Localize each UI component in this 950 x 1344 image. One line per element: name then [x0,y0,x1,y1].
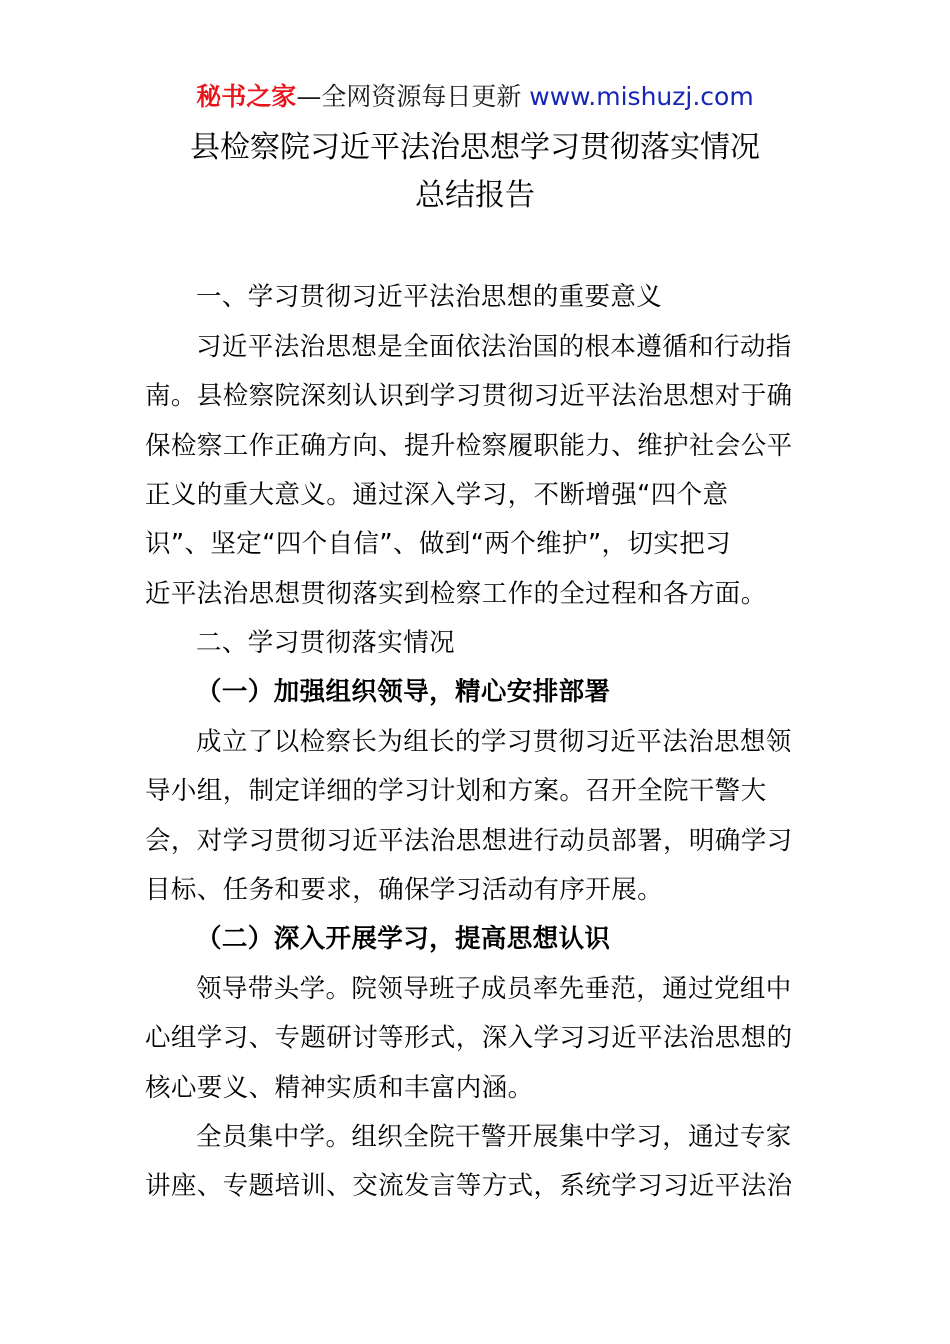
paragraph-line: 识”、坚定“四个自信”、做到“两个维护”，切实把习 [145,529,732,559]
site-url-link[interactable]: www.mishuzj.com [529,82,754,111]
title-line-2: 总结报告 [415,178,535,213]
title-line-1: 县检察院习近平法治思想学习贯彻落实情况 [190,130,760,165]
paragraph-line: 近平法治思想贯彻落实到检察工作的全过程和各方面。 [145,579,767,609]
site-tagline: —全网资源每日更新 [296,82,530,111]
site-header [0,80,950,114]
paragraph-line: 正义的重大意义。通过深入学习，不断增强“四个意 [145,480,729,510]
subsection-heading-1: （一）加强组织领导，精心安排部署 [196,677,611,707]
paragraph-line: 讲座、专题培训、交流发言等方式，系统学习习近平法治 [145,1171,793,1201]
paragraph-line: 成立了以检察长为组长的学习贯彻习近平法治思想领 [196,727,792,757]
paragraph-line: 南。县检察院深刻认识到学习贯彻习近平法治思想对于确 [145,381,793,411]
paragraph-line: 核心要义、精神实质和丰富内涵。 [145,1073,534,1103]
section-heading-2: 二、学习贯彻落实情况 [196,628,456,658]
paragraph-line: 心组学习、专题研讨等形式，深入学习习近平法治思想的 [145,1023,793,1053]
paragraph-line: 保检察工作正确方向、提升检察履职能力、维护社会公平 [145,431,793,461]
paragraph-line: 导小组，制定详细的学习计划和方案。召开全院干警大 [145,776,767,806]
document-title [0,124,950,220]
paragraph-line: 习近平法治思想是全面依法治国的根本遵循和行动指 [196,332,792,362]
section-heading-1: 一、学习贯彻习近平法治思想的重要意义 [196,282,663,312]
paragraph-line: 领导带头学。院领导班子成员率先垂范，通过党组中 [196,974,792,1004]
paragraph-line: 目标、任务和要求，确保学习活动有序开展。 [145,875,664,905]
site-brand: 秘书之家 [196,82,297,111]
paragraph-line: 会，对学习贯彻习近平法治思想进行动员部署，明确学习 [145,826,793,856]
paragraph-line: 全员集中学。组织全院干警开展集中学习，通过专家 [196,1122,792,1152]
subsection-heading-2: （二）深入开展学习，提高思想认识 [196,924,611,954]
